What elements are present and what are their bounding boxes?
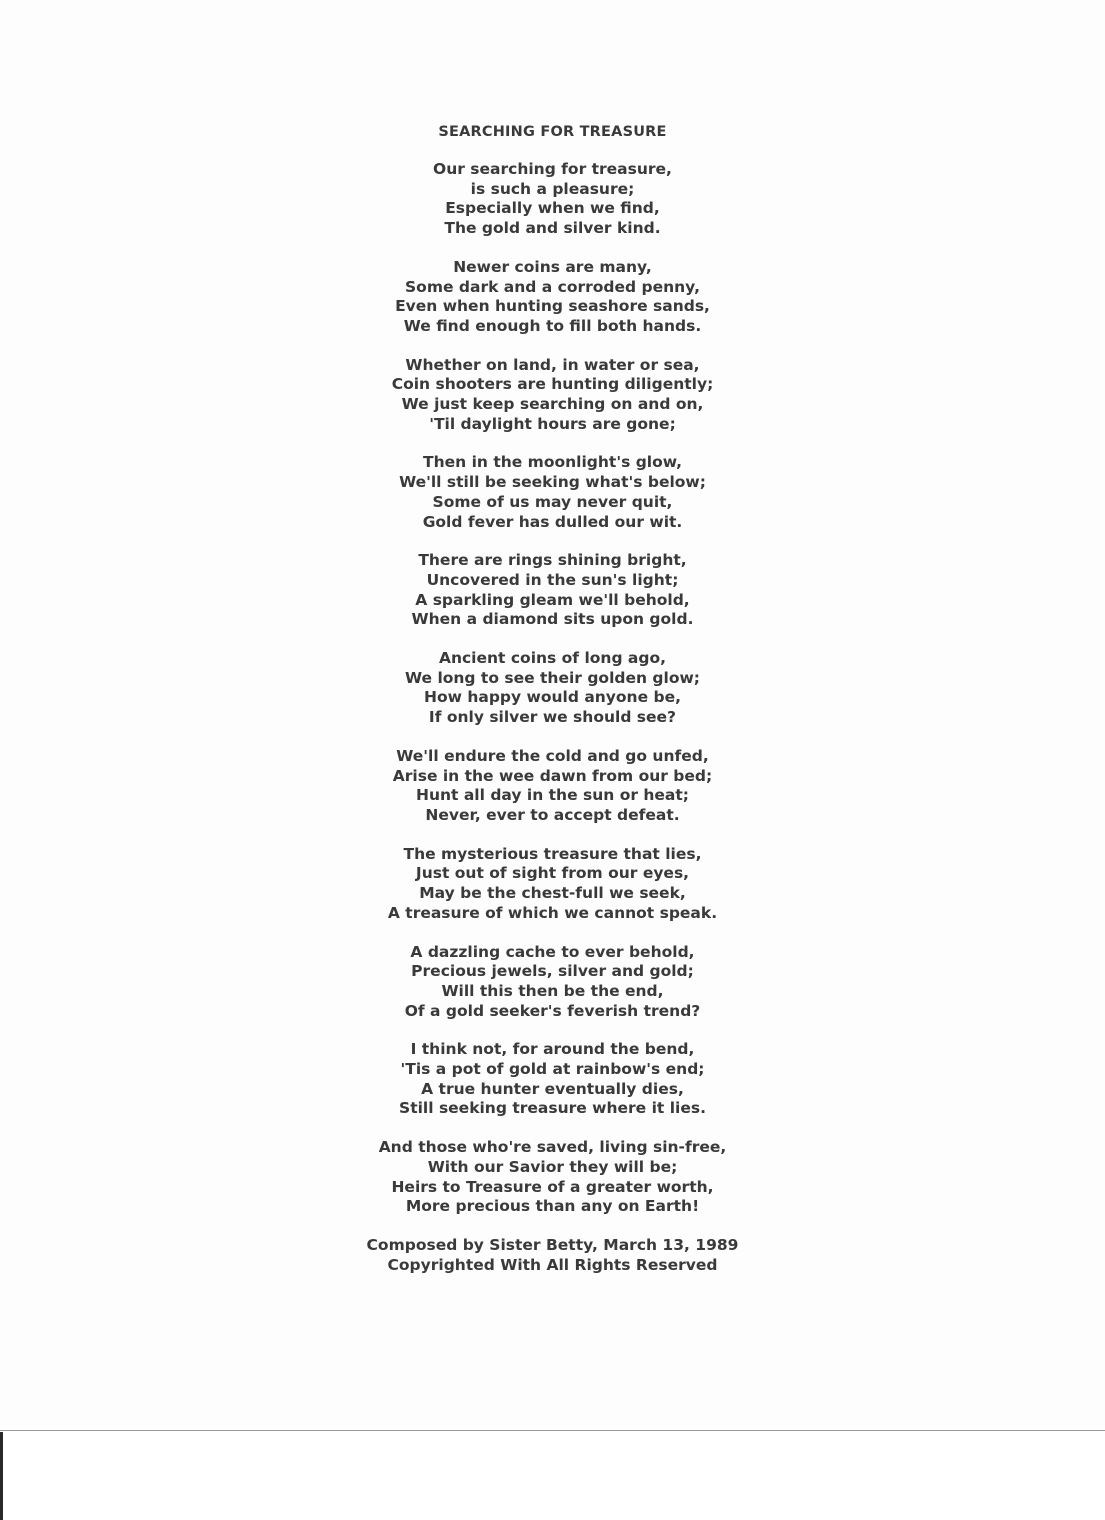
author-credit: Composed by Sister Betty, March 13, 1989: [366, 1235, 739, 1254]
stanza-6: [0, 649, 1105, 728]
poem-line: Arise in the wee dawn from our bed;: [392, 766, 713, 785]
poem-title: SEARCHING FOR TREASURE: [438, 124, 667, 140]
poem-line: How happy would anyone be,: [423, 688, 681, 707]
poem-line: With our Savior they will be;: [427, 1157, 678, 1176]
poem-line: More precious than any on Earth!: [405, 1197, 700, 1216]
poem-line: Our searching for treasure,: [433, 160, 672, 178]
copyright-notice: Copyrighted With All Rights Reserved: [387, 1255, 718, 1274]
poem-line: May be the chest-full we seek,: [419, 884, 686, 903]
stanza-11: [0, 1138, 1105, 1217]
poem-line: Just out of sight from our eyes,: [415, 864, 690, 883]
poem-line: 'Til daylight hours are gone;: [429, 414, 676, 433]
poem-line: Newer coins are many,: [453, 257, 652, 276]
poem-line: Some of us may never quit,: [432, 492, 673, 511]
poem-footer: [0, 1236, 1105, 1275]
poem-line: Even when hunting seashore sands,: [395, 297, 710, 316]
poem-line: Then in the moonlight's glow,: [423, 453, 682, 472]
poem-line: A true hunter eventually dies,: [421, 1079, 684, 1098]
stanza-5: [0, 551, 1105, 630]
poem-line: We find enough to fill both hands.: [403, 316, 702, 335]
poem-line: Precious jewels, silver and gold;: [411, 962, 694, 981]
poem-line: Never, ever to accept defeat.: [425, 805, 680, 824]
poem-line: Will this then be the end,: [441, 981, 664, 1000]
stanza-10: [0, 1040, 1105, 1119]
poem-line: Gold fever has dulled our wit.: [422, 512, 683, 531]
poem-line: There are rings shining bright,: [418, 551, 687, 570]
poem-line: Heirs to Treasure of a greater worth,: [391, 1177, 714, 1196]
poem-line: We'll still be seeking what's below;: [399, 473, 706, 492]
poem-line: Coin shooters are hunting diligently;: [391, 375, 714, 394]
poem-line: The mysterious treasure that lies,: [403, 844, 702, 863]
poem: [0, 120, 1105, 1275]
poem-line: 'Tis a pot of gold at rainbow's end;: [400, 1060, 705, 1079]
poem-line: Still seeking treasure where it lies.: [399, 1099, 706, 1118]
poem-line: A sparkling gleam we'll behold,: [415, 590, 690, 609]
poem-line: The gold and silver kind.: [444, 219, 661, 238]
poem-line: We'll endure the cold and go unfed,: [396, 746, 709, 765]
stanza-4: [0, 453, 1105, 532]
poem-line: A dazzling cache to ever behold,: [410, 942, 695, 961]
poem-line: Some dark and a corroded penny,: [405, 277, 700, 296]
stanza-9: [0, 943, 1105, 1022]
poem-line: We long to see their golden glow;: [404, 668, 701, 687]
poem-line: A treasure of which we cannot speak.: [387, 903, 718, 922]
poem-line: When a diamond sits upon gold.: [411, 610, 694, 629]
stanza-7: [0, 747, 1105, 826]
stanza-8: [0, 845, 1105, 924]
scan-edge-mark: [0, 1432, 3, 1520]
poem-line: Ancient coins of long ago,: [438, 649, 667, 668]
poem-line: We just keep searching on and on,: [401, 395, 704, 414]
poem-line: If only silver we should see?: [428, 708, 677, 727]
poem-line: Hunt all day in the sun or heat;: [416, 786, 689, 805]
stanza-3: [0, 356, 1105, 435]
scan-page-edge: [0, 1430, 1105, 1431]
poem-line: I think not, for around the bend,: [410, 1040, 695, 1059]
poem-line: is such a pleasure;: [470, 179, 635, 198]
stanza-1: [0, 160, 1105, 239]
poem-line: And those who're saved, living sin-free,: [378, 1138, 727, 1157]
poem-line: Of a gold seeker's feverish trend?: [404, 1001, 701, 1020]
poem-line: Uncovered in the sun's light;: [426, 570, 679, 589]
poem-line: Especially when we find,: [445, 199, 660, 218]
stanza-2: [0, 258, 1105, 337]
poem-line: Whether on land, in water or sea,: [405, 355, 700, 374]
